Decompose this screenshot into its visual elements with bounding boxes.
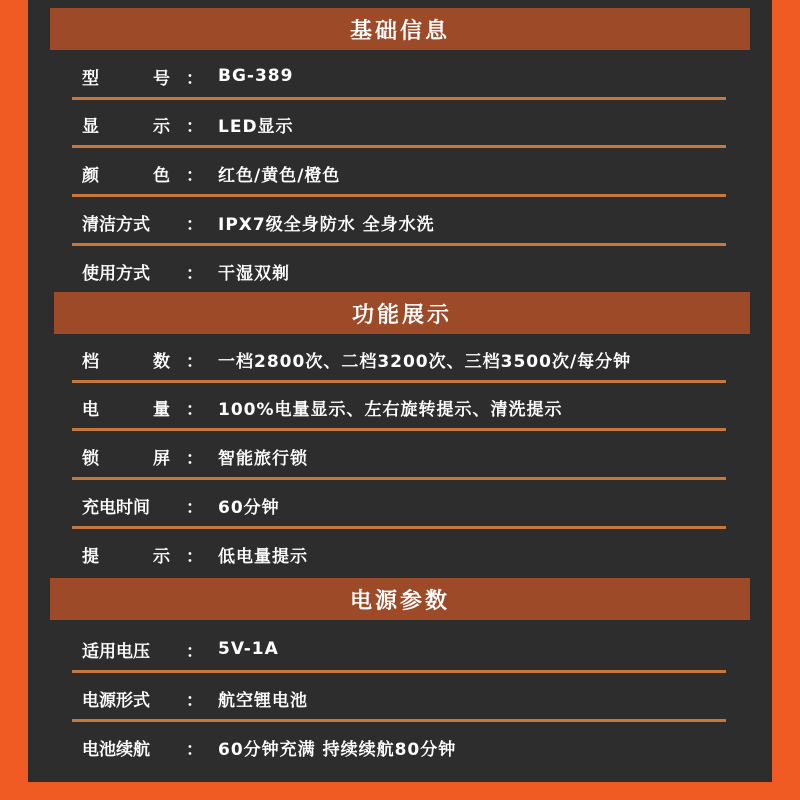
spec-row-power-type: [72, 674, 726, 722]
section-header-features: [54, 292, 750, 334]
spec-label: 清洁方式: [82, 214, 150, 235]
spec-value: 低电量提示: [218, 546, 308, 567]
colon: ：: [186, 165, 203, 186]
colon: ：: [186, 399, 203, 420]
spec-value: 红色/黄色/橙色: [218, 165, 341, 186]
spec-row-lock: [72, 432, 726, 480]
spec-value: 一档2800次、二档3200次、三档3500次/每分钟: [218, 351, 632, 372]
spec-value: 60分钟: [218, 497, 280, 518]
spec-label: 锁 屏: [82, 448, 170, 469]
spec-label: 电源形式: [82, 690, 150, 711]
spec-row-battery-life: [72, 723, 726, 771]
colon: ：: [186, 448, 203, 469]
colon: ：: [186, 546, 203, 567]
spec-value: 60分钟充满 持续续航80分钟: [218, 739, 457, 760]
spec-label: 颜 色: [82, 165, 170, 186]
spec-value: 100%电量显示、左右旋转提示、清洗提示: [218, 399, 563, 420]
colon: ：: [186, 497, 203, 518]
spec-row-speed: [72, 335, 726, 383]
spec-label: 提 示: [82, 546, 170, 567]
spec-label: 型 号: [82, 68, 170, 89]
spec-label: 充电时间: [82, 497, 150, 518]
spec-row-cleaning: [72, 198, 726, 246]
spec-value: 智能旅行锁: [218, 448, 308, 469]
spec-label: 电池续航: [82, 739, 150, 760]
spec-value: 5V-1A: [218, 639, 279, 659]
spec-row-voltage: [72, 625, 726, 673]
colon: ：: [186, 690, 203, 711]
spec-label: 使用方式: [82, 263, 150, 284]
spec-row-battery-display: [72, 383, 726, 431]
spec-row-usage: [72, 247, 726, 295]
spec-value: IPX7级全身防水 全身水洗: [218, 214, 435, 235]
section-title: 功能展示: [351, 302, 452, 328]
colon: ：: [186, 263, 203, 284]
spec-row-color: [72, 149, 726, 197]
section-title: 基础信息: [349, 18, 450, 44]
spec-label: 档 数: [82, 351, 170, 372]
spec-row-model: [72, 52, 726, 100]
section-title: 电源参数: [349, 588, 450, 614]
colon: ：: [186, 641, 203, 662]
colon: ：: [186, 116, 203, 137]
spec-row-display: [72, 100, 726, 148]
spec-label: 显 示: [82, 116, 170, 137]
spec-label: 电 量: [82, 399, 170, 420]
spec-value: 干湿双剃: [218, 263, 290, 284]
spec-value: 航空锂电池: [218, 690, 308, 711]
spec-value: BG-389: [218, 66, 294, 86]
colon: ：: [186, 214, 203, 235]
spec-row-charge-time: [72, 481, 726, 529]
section-header-basic-info: [50, 8, 750, 50]
spec-row-alert: [72, 530, 726, 578]
colon: ：: [186, 739, 203, 760]
colon: ：: [186, 351, 203, 372]
colon: ：: [186, 68, 203, 89]
spec-value: LED显示: [218, 116, 294, 137]
spec-label: 适用电压: [82, 641, 150, 662]
section-header-power: [50, 578, 750, 620]
